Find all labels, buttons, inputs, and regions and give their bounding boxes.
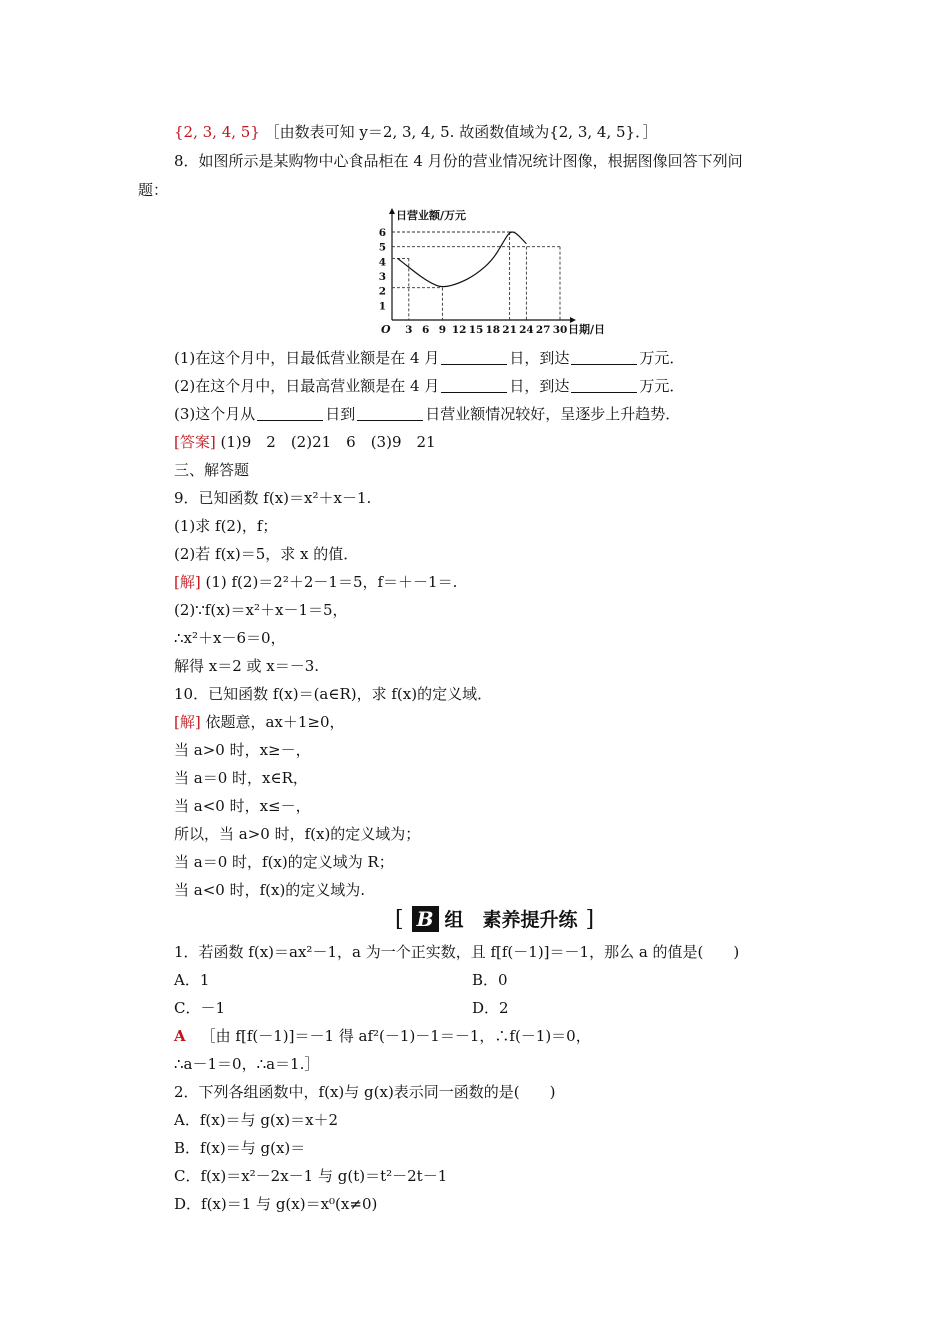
question-9-solution-2: (2)∵f(x)＝x²＋x－1＝5， — [174, 601, 348, 619]
x-tick-label: 21 — [502, 324, 517, 336]
chart-plot-area — [379, 208, 605, 336]
answer-letter: A — [174, 1027, 186, 1045]
x-tick-label: 3 — [405, 324, 413, 336]
option-a: A．f(x)＝与 g(x)＝x＋2 — [174, 1111, 339, 1129]
question-8-part-1 — [174, 348, 684, 368]
line-range-answer — [174, 122, 658, 142]
x-axis-label: 日期/日 — [568, 323, 606, 336]
q8-2-text-a: (2)在这个月中，日最高营业额是在 4 月 — [174, 377, 440, 395]
question-10-solution-2: 当 a>0 时，x≥－， — [174, 741, 311, 759]
question-9-part-1: (1)求 f(2)，f； — [174, 517, 278, 535]
y-tick-label: 5 — [378, 241, 386, 254]
answer-explanation: ［由 f[f(－1)]＝－1 得 af²(－1)－1＝－1，∴f(－1)＝0， — [200, 1027, 591, 1045]
question-b1-answer-cont: ∴a－1＝0，∴a＝1.］ — [174, 1055, 320, 1073]
x-tick-label: 15 — [468, 324, 484, 336]
answer-tag: [答案] — [174, 433, 216, 451]
question-b2-text: 2．下列各组函数中，f(x)与 g(x)表示同一函数的是( ) — [174, 1083, 556, 1101]
x-tick-label: 6 — [421, 324, 430, 336]
revenue-curve — [398, 232, 527, 287]
q8-3-text-a: (3)这个月从 — [174, 405, 256, 423]
y-tick-label: 1 — [378, 300, 386, 313]
x-tick-label: 12 — [451, 324, 467, 336]
question-10-solution-5: 所以，当 a>0 时，f(x)的定义域为； — [174, 825, 421, 843]
solution-text: (1) f(2)＝2²＋2－1＝5，f＝＋－1＝. — [200, 573, 458, 591]
x-tick-label: 18 — [485, 324, 501, 336]
y-axis-label: 日营业额/万元 — [396, 209, 467, 222]
question-10-solution-7: 当 a<0 时，f(x)的定义域为. — [174, 881, 366, 899]
answer-blank — [441, 378, 507, 393]
question-9-solution-3: ∴x²＋x－6＝0， — [174, 629, 286, 647]
question-8-text-cont: 题： — [138, 181, 169, 199]
answer-blank — [571, 378, 637, 393]
x-tick-label: 9 — [438, 324, 447, 336]
question-10-solution-3: 当 a＝0 时，x∈R， — [174, 769, 308, 787]
question-b1-options-ab — [174, 970, 209, 990]
x-tick-label: 30 — [552, 324, 568, 336]
option-a: A．1 — [174, 971, 210, 989]
section-bracket-close: ] — [585, 907, 595, 932]
revenue-chart — [360, 208, 630, 340]
section-heading-3: 三、解答题 — [174, 461, 250, 479]
answer-explanation: ［由数表可知 y＝2, 3, 4, 5. 故函数值域为{2, 3, 4, 5}．］ — [264, 123, 658, 141]
answer-value: {2, 3, 4, 5} — [174, 123, 260, 141]
option-b: B．0 — [472, 971, 508, 989]
y-axis-arrow — [389, 208, 395, 214]
y-tick-label: 4 — [378, 256, 386, 269]
question-10-solution-6: 当 a＝0 时，f(x)的定义域为 R； — [174, 853, 394, 871]
q8-3-text-c: 日营业额情况较好，呈逐步上升趋势． — [425, 405, 681, 423]
question-9-solution-4: 解得 x＝2 或 x＝－3. — [174, 657, 320, 675]
section-title-b — [395, 906, 594, 934]
question-10-solution-4: 当 a<0 时，x≤－， — [174, 797, 311, 815]
q8-3-text-b: 日到 — [325, 405, 356, 423]
question-9-text: 9．已知函数 f(x)＝x²＋x－1. — [174, 489, 372, 507]
origin-label: O — [381, 323, 391, 336]
q8-1-text-c: 万元． — [639, 349, 685, 367]
section-letter-badge: B — [412, 906, 439, 932]
answer-blank — [441, 350, 507, 365]
q8-1-text-b: 日，到达 — [509, 349, 570, 367]
question-8-text: 8．如图所示是某购物中心食品柜在 4 月份的营业情况统计图像，根据图像回答下列问 — [174, 152, 743, 170]
q8-1-text-a: (1)在这个月中，日最低营业额是在 4 月 — [174, 349, 440, 367]
solution-tag: [解] — [174, 713, 201, 731]
question-b1-answer — [174, 1026, 591, 1046]
question-10-solution-1 — [174, 712, 345, 732]
option-d: D．f(x)＝1 与 g(x)＝x⁰(x≠0) — [174, 1195, 378, 1213]
option-b: B．f(x)＝与 g(x)＝ — [174, 1139, 306, 1157]
answer-blank — [571, 350, 637, 365]
question-8-answer — [174, 432, 436, 452]
solution-tag: [解] — [174, 573, 201, 591]
option-c: C．－1 — [174, 999, 226, 1017]
question-8-part-3 — [174, 404, 680, 424]
y-tick-label: 2 — [378, 285, 386, 298]
solution-text: 依题意，ax＋1≥0， — [200, 713, 345, 731]
x-tick-label: 24 — [519, 324, 534, 336]
question-b1-text: 1．若函数 f(x)＝ax²－1，a 为一个正实数，且 f[f(－1)]＝－1，那么 a 的值是( ) — [174, 943, 740, 961]
answer-blank — [257, 406, 323, 421]
q8-2-text-c: 万元． — [639, 377, 685, 395]
question-8-part-2 — [174, 376, 684, 396]
section-name: 组 素养提升练 — [444, 909, 578, 931]
option-c: C．f(x)＝x²－2x－1 与 g(t)＝t²－2t－1 — [174, 1167, 448, 1185]
answer-blank — [357, 406, 423, 421]
y-tick-label: 3 — [378, 271, 386, 283]
y-tick-label: 6 — [378, 227, 386, 239]
question-9-solution-1 — [174, 572, 457, 592]
q8-2-text-b: 日，到达 — [509, 377, 570, 395]
section-bracket-open: [ — [395, 907, 404, 932]
question-10-text: 10．已知函数 f(x)＝(a∈R)，求 f(x)的定义域． — [174, 685, 493, 703]
question-9-part-2: (2)若 f(x)＝5，求 x 的值． — [174, 545, 359, 563]
option-d: D．2 — [472, 999, 509, 1017]
answer-text: (1)9 2 (2)21 6 (3)9 21 — [215, 433, 436, 451]
x-tick-label: 27 — [535, 324, 551, 336]
